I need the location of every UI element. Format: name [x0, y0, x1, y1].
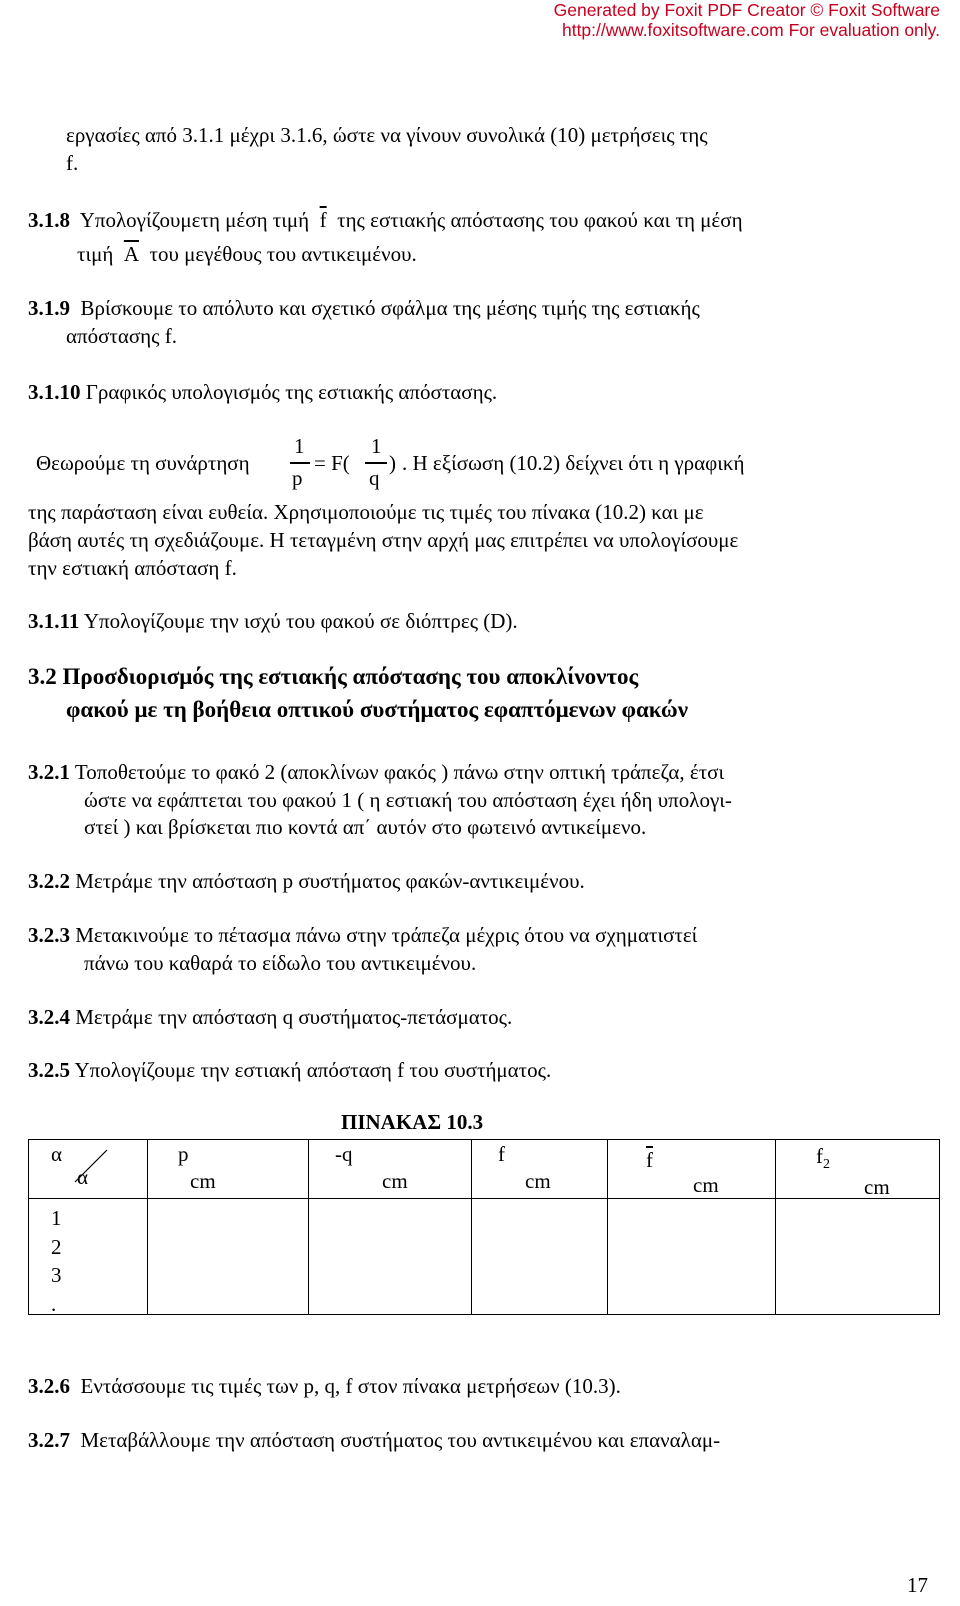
data-cell: [472, 1199, 608, 1315]
col-label-f: f: [816, 1144, 823, 1168]
col-label: [816, 1144, 830, 1173]
col-label-sub: 2: [823, 1157, 830, 1173]
section-heading: 3.2 Προσδιορισμός της εστιακής απόστασης του αποκλίνοντος: [28, 664, 639, 689]
row-index: 1: [51, 1206, 62, 1230]
step-text: Εντάσσουμε τις τιμές των p, q, f στον πίνακα μετρήσεων (10.3).: [80, 1374, 621, 1398]
step-3-2-6: [28, 1372, 621, 1400]
step-text: Υπολογίζουμετη μέση τιμή: [79, 208, 310, 232]
f-mean-symbol: $\overline{f}$: [319, 208, 327, 232]
row-index: 2: [51, 1234, 62, 1259]
row-index: .: [51, 1291, 57, 1316]
step-3-1-8-cont: [77, 240, 417, 268]
step-text: στεί ) και βρίσκεται πιο κοντά απ΄ αυτόν στο φωτεινό αντικείμενο.: [84, 815, 647, 839]
a-mean-symbol: $\overline{A}$: [123, 242, 140, 266]
row-index-list: [51, 1204, 62, 1318]
header-cell-f-squared: [776, 1140, 940, 1199]
col-unit: cm: [190, 1169, 216, 1193]
step-number: 3.1.10: [28, 380, 81, 404]
data-cell: [309, 1199, 472, 1315]
step-text: της εστιακής απόστασης του φακού και τη μέση: [337, 208, 743, 232]
step-3-2-3: [28, 921, 697, 949]
step-3-1-8: [28, 206, 743, 234]
step-text: Γραφικός υπολογισμός της εστιακής απόστασης.: [85, 380, 498, 404]
step-number: 3.2.2: [28, 869, 70, 893]
data-cell: [148, 1199, 309, 1315]
step-3-1-10: [28, 378, 497, 406]
fraction-bar: [290, 462, 310, 464]
step-text: Βρίσκουμε το απόλυτο και σχετικό σφάλμα της μέσης τιμής της εστιακής: [80, 296, 700, 320]
step-3-2-7: [28, 1426, 720, 1454]
fraction-bar: [365, 462, 387, 464]
col-unit: cm: [693, 1173, 719, 1197]
col-unit: cm: [382, 1169, 408, 1193]
table-row: [29, 1199, 940, 1315]
step-number: 3.2.5: [28, 1058, 70, 1082]
row-index-cell: [29, 1199, 148, 1315]
formula-lead: Θεωρούμε τη συνάρτηση: [36, 451, 250, 475]
step-text: Τοποθετούμε το φακό 2 (αποκλίνων φακός ) πάνω στην οπτική τράπεζα, έτσι: [74, 760, 725, 784]
step-number: 3.2.7: [28, 1428, 70, 1452]
step-text: ώστε να εφάπτεται του φακού 1 ( η εστιακή του απόσταση έχει ήδη υπολογι-: [84, 788, 732, 812]
step-text: απόστασης f.: [66, 324, 177, 348]
step-number: 3.2.3: [28, 923, 70, 947]
alpha-bottom: α: [77, 1165, 89, 1189]
section-heading: φακού με τη βοήθεια οπτικού συστήματος εφαπτόμενων φακών: [66, 697, 688, 722]
step-text: τιμή: [77, 242, 114, 266]
formula-equals: = F(: [314, 451, 350, 475]
header-cell-q: [309, 1140, 472, 1199]
step-text: του μεγέθους του αντικειμένου.: [149, 242, 417, 266]
header-cell-f-mean: [608, 1140, 776, 1199]
step-number: 3.2.6: [28, 1374, 70, 1398]
measurements-table: [28, 1139, 940, 1315]
step-text: Μετράμε την απόσταση p συστήματος φακών-αντικειμένου.: [75, 869, 585, 893]
data-cell: [608, 1199, 776, 1315]
col-unit: cm: [525, 1169, 551, 1193]
step-3-2-2: [28, 867, 585, 895]
fraction-denominator: p: [292, 466, 303, 490]
table-header-row: [29, 1140, 940, 1199]
watermark-line-2: http://www.foxitsoftware.com For evaluation only.: [561, 20, 940, 40]
table-title: ΠΙΝΑΚΑΣ 10.3: [341, 1110, 484, 1134]
step-3-2-5: [28, 1056, 551, 1084]
step-text: Μεταβάλλουμε την απόσταση συστήματος του αντικειμένου και επαναλαμ-: [80, 1428, 721, 1452]
fraction-denominator: q: [369, 466, 380, 490]
paragraph-line: f.: [66, 151, 79, 175]
formula-close: ): [389, 451, 396, 475]
fraction-numerator: 1: [294, 434, 305, 458]
watermark-line-1: Generated by Foxit PDF Creator © Foxit Software: [553, 0, 940, 20]
step-text: Υπολογίζουμε την εστιακή απόσταση f του συστήματος.: [74, 1058, 552, 1082]
step-number: 3.1.9: [28, 296, 70, 320]
step-text: Υπολογίζουμε την ισχύ του φακού σε διόπτρες (D).: [83, 609, 518, 633]
step-text: Μετακινούμε το πέτασμα πάνω στην τράπεζα μέχρις ότου να σχηματιστεί: [75, 923, 698, 947]
paragraph-line: την εστιακή απόσταση f.: [28, 556, 237, 580]
paragraph-line: της παράσταση είναι ευθεία. Χρησιμοποιούμε τις τιμές του πίνακα (10.2) και με: [28, 500, 704, 524]
step-3-1-11: [28, 607, 518, 635]
step-3-2-4: [28, 1003, 512, 1031]
row-index: 3: [51, 1263, 62, 1287]
step-number: 3.2.1: [28, 760, 70, 784]
header-cell-alpha: [29, 1140, 148, 1199]
col-label: f: [498, 1142, 505, 1166]
step-text: Μετράμε την απόσταση q συστήματος-πετάσματος.: [75, 1005, 513, 1029]
fraction-numerator: 1: [371, 434, 382, 458]
col-unit: cm: [864, 1175, 890, 1199]
data-cell: [776, 1199, 940, 1315]
paragraph-line: εργασίες από 3.1.1 μέχρι 3.1.6, ώστε να γίνουν συνολικά (10) μετρήσεις της: [66, 123, 708, 147]
header-cell-f: [472, 1140, 608, 1199]
step-number: 3.1.8: [28, 208, 70, 232]
step-3-2-1: [28, 758, 724, 786]
step-number: 3.1.11: [28, 609, 80, 633]
col-label: p: [178, 1142, 189, 1166]
formula-after: . Η εξίσωση (10.2) δείχνει ότι η γραφική: [402, 451, 745, 475]
page-number: 17: [907, 1573, 928, 1597]
col-label: $\overline{f}$: [646, 1148, 653, 1172]
step-number: 3.2.4: [28, 1005, 70, 1029]
header-cell-p: [148, 1140, 309, 1199]
paragraph-line: βάση αυτές τη σχεδιάζουμε. Η τεταγμένη στην αρχή μας επιτρέπει να υπολογίσουμε: [28, 528, 739, 552]
step-text: πάνω του καθαρά το είδωλο του αντικειμένου.: [84, 951, 477, 975]
col-label: -q: [335, 1142, 353, 1166]
alpha-top: α: [51, 1142, 63, 1166]
step-3-1-9: [28, 294, 700, 322]
